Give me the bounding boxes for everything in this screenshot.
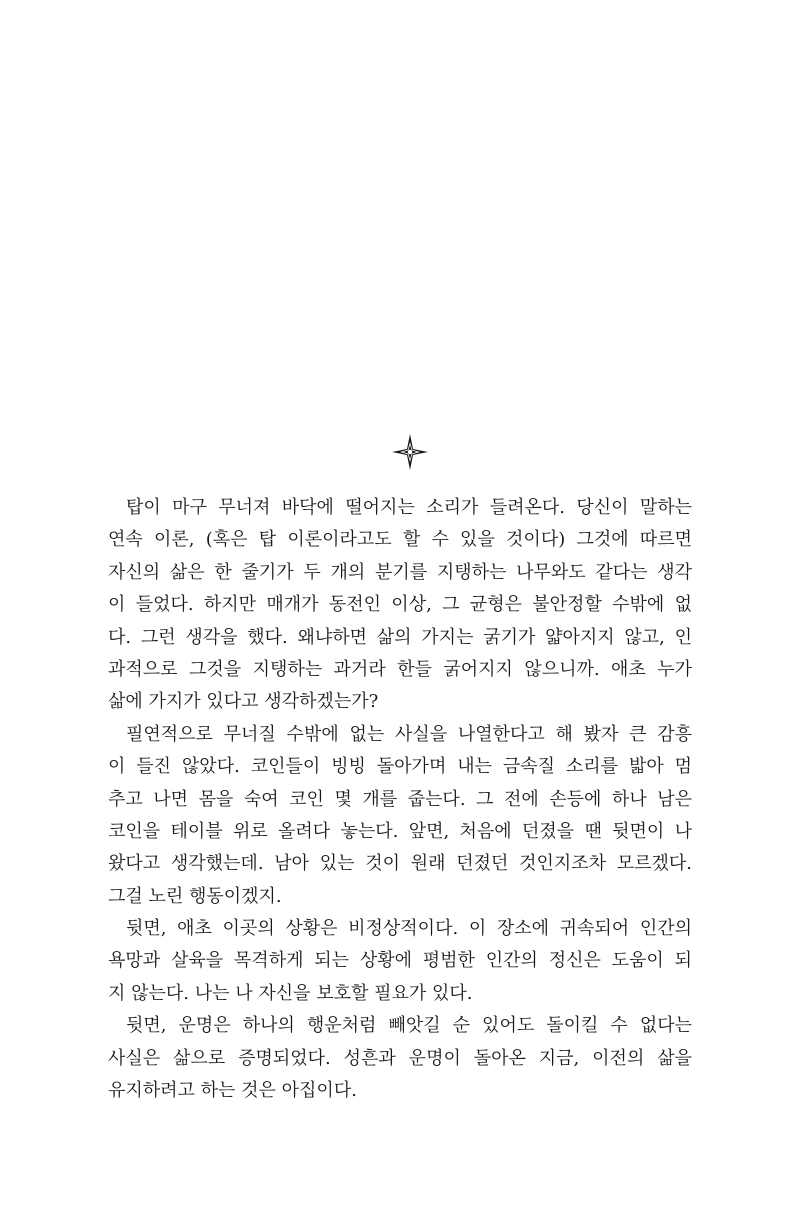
text-line: 욕망과 살육을 목격하게 되는 상황에 평범한 인간의 정신은 도움이 되 <box>108 950 692 972</box>
text-line: 추고 나면 몸을 숙여 코인 몇 개를 줍는다. 그 전에 손등에 하나 남은 <box>108 788 692 810</box>
text-line: 연속 이론, (혹은 탑 이론이라고도 할 수 있을 것이다) 그것에 따르면 <box>108 529 692 551</box>
paragraph <box>108 913 692 1010</box>
four-point-star-ornament-icon <box>392 434 428 470</box>
paragraph <box>108 492 692 719</box>
text-line: 사실은 삶으로 증명되었다. 성흔과 운명이 돌아온 지금, 이전의 삶을 <box>108 1047 692 1069</box>
text-line: 뒷면, 애초 이곳의 상황은 비정상적이다. 이 장소에 귀속되어 인간의 <box>126 918 692 940</box>
text-line: 그걸 노린 행동이겠지. <box>108 885 282 907</box>
text-line: 과적으로 그것을 지탱하는 과거라 한들 굵어지지 않으니까. 애초 누가 <box>108 658 692 680</box>
body-text <box>108 492 692 1107</box>
text-line: 이 들었다. 하지만 매개가 동전인 이상, 그 균형은 불안정할 수밖에 없 <box>108 594 692 616</box>
text-line: 이 들진 않았다. 코인들이 빙빙 돌아가며 내는 금속질 소리를 밟아 멈 <box>108 756 692 778</box>
text-line: 뒷면, 운명은 하나의 행운처럼 빼앗길 순 있어도 돌이킬 수 없다는 <box>126 1015 692 1037</box>
text-line: 삶에 가지가 있다고 생각하겠는가? <box>108 691 379 713</box>
text-line: 탑이 마구 무너져 바닥에 떨어지는 소리가 들려온다. 당신이 말하는 <box>126 497 692 518</box>
paragraph <box>108 1010 692 1107</box>
text-line: 자신의 삶은 한 줄기가 두 개의 분기를 지탱하는 나무와도 같다는 생각 <box>108 561 692 583</box>
text-line: 코인을 테이블 위로 올려다 놓는다. 앞면, 처음에 던졌을 땐 뒷면이 나 <box>108 820 692 842</box>
text-line: 지 않는다. 나는 나 자신을 보호할 필요가 있다. <box>108 982 473 1004</box>
text-line: 다. 그런 생각을 했다. 왜냐하면 삶의 가지는 굵기가 얇아지지 않고, 인 <box>108 626 692 648</box>
text-line: 유지하려고 하는 것은 아집이다. <box>108 1080 357 1102</box>
text-line: 필연적으로 무너질 수밖에 없는 사실을 나열한다고 해 봤자 큰 감흥 <box>126 723 692 745</box>
paragraph <box>108 719 692 913</box>
text-line: 왔다고 생각했는데. 남아 있는 것이 원래 던졌던 것인지조차 모르겠다. <box>108 853 692 875</box>
